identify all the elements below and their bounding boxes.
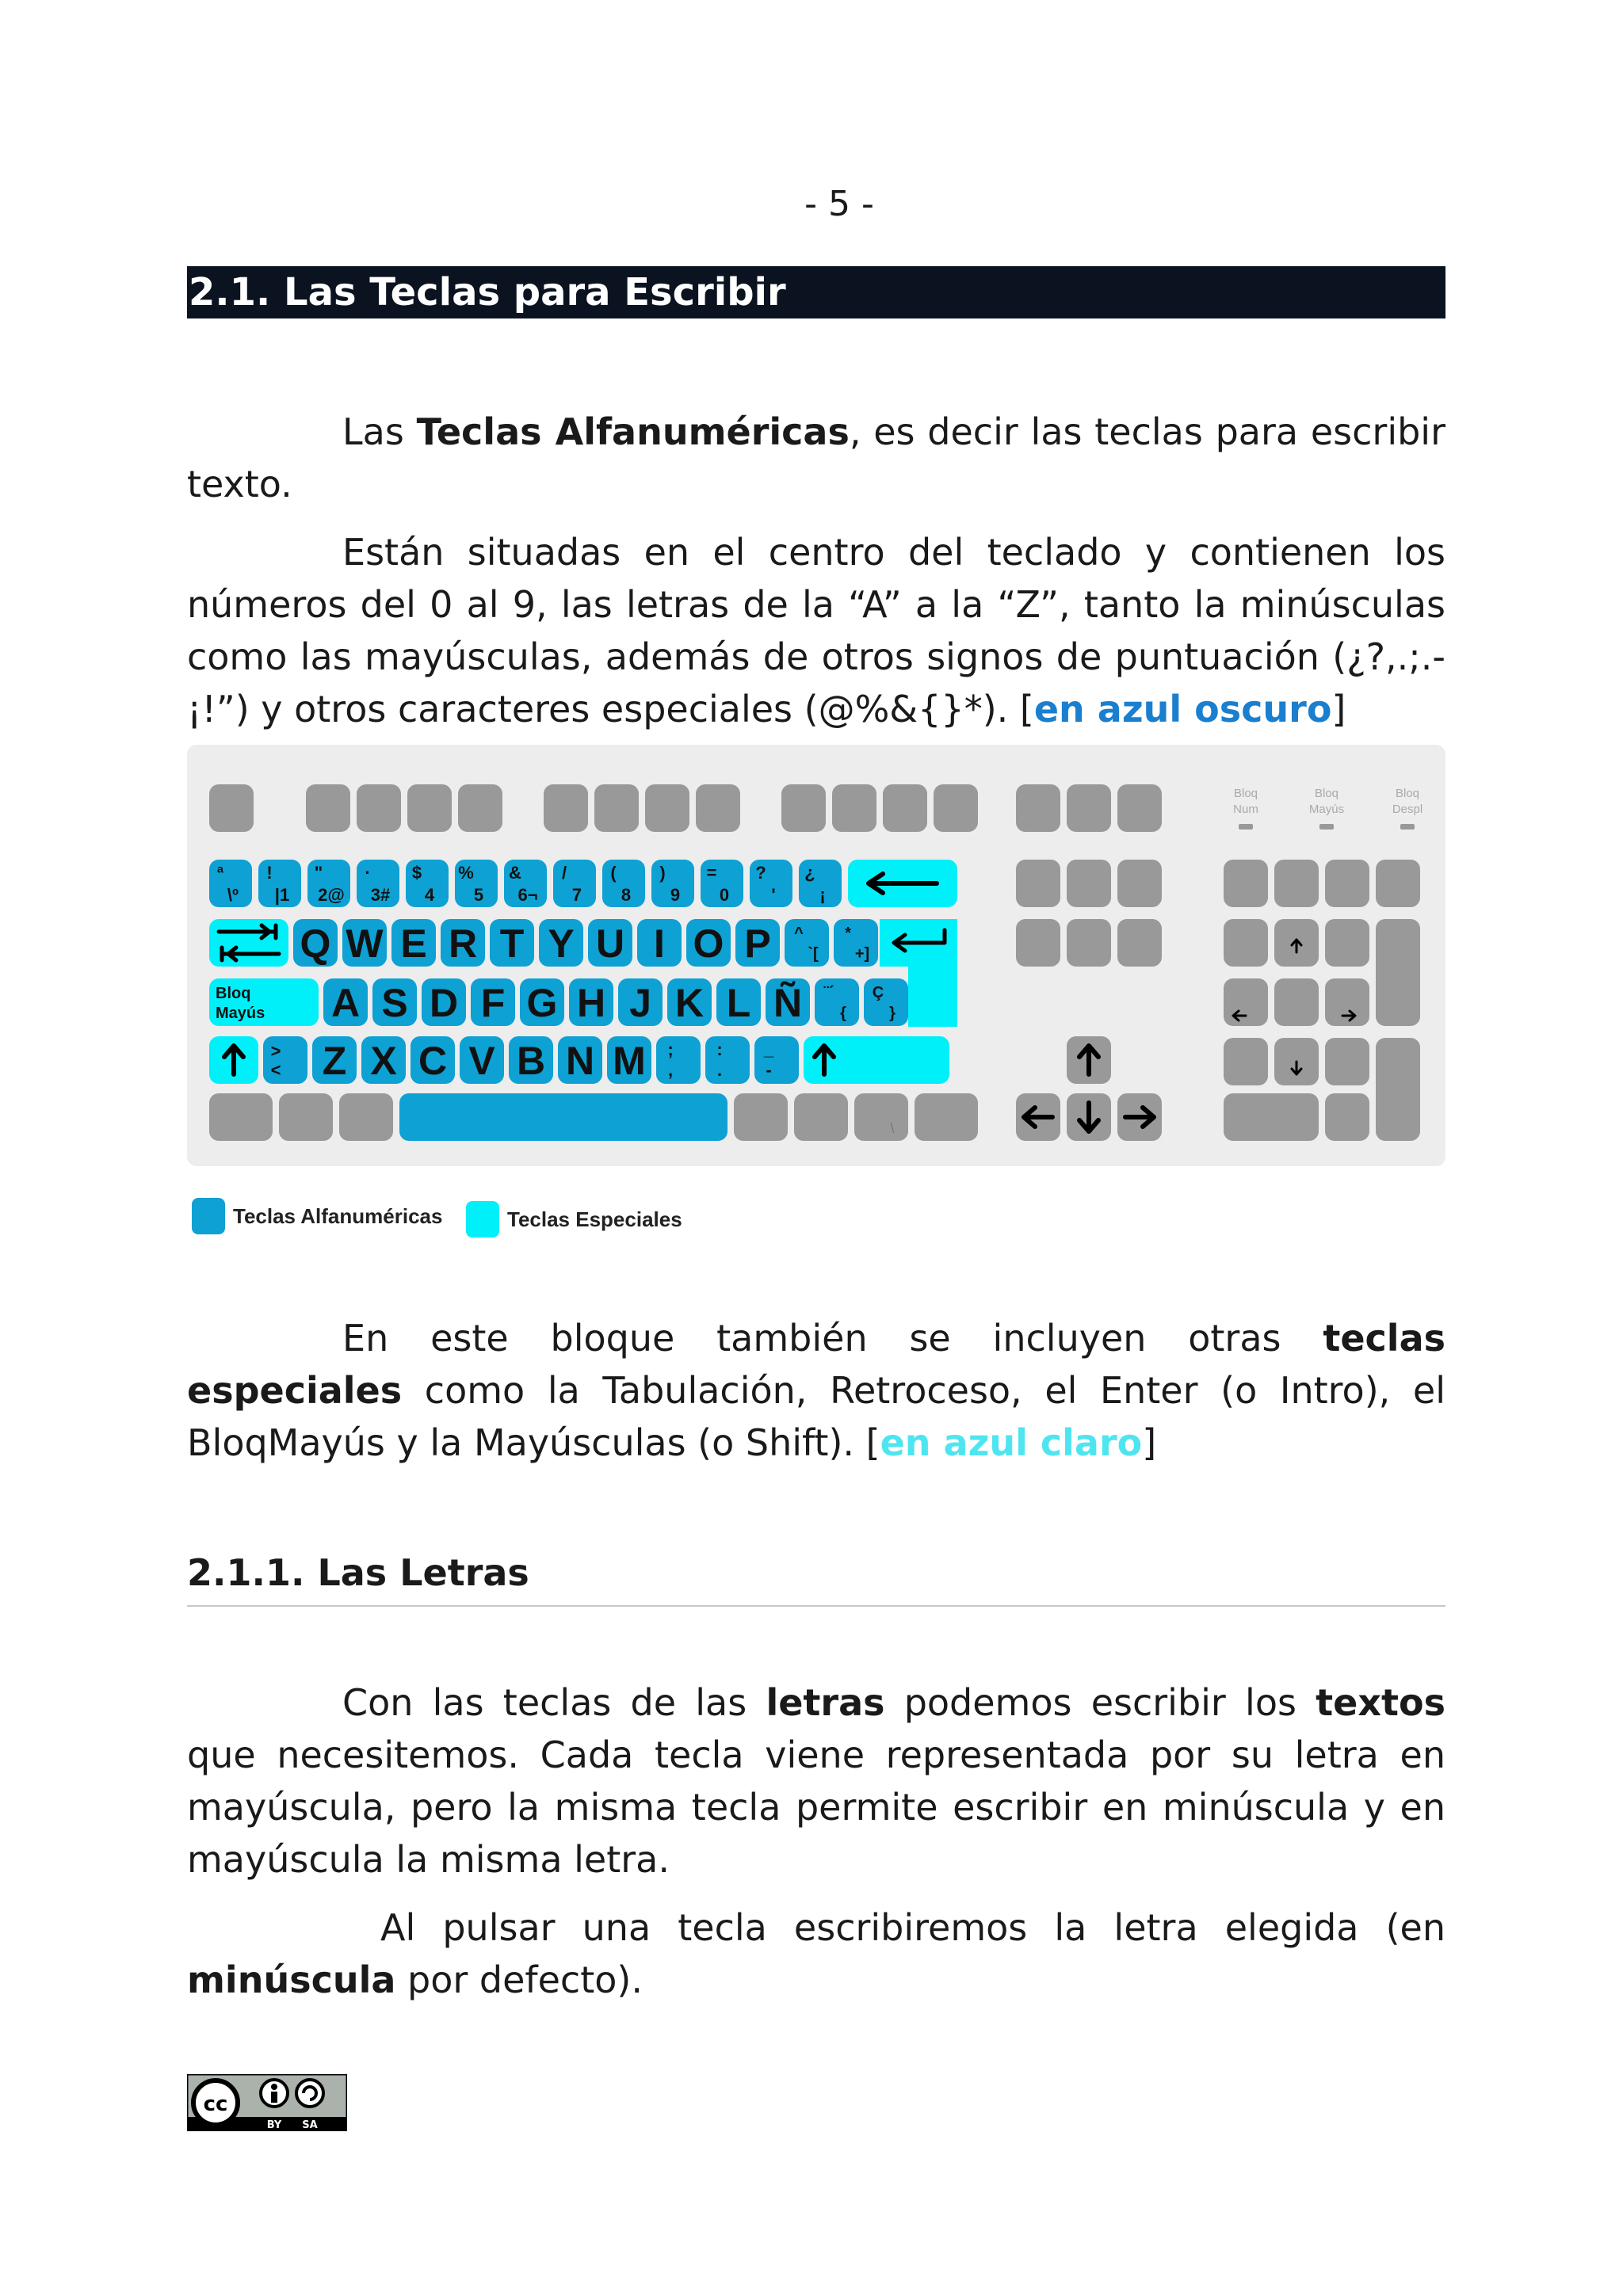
letter-label: S [381, 981, 408, 1025]
key-symbol: 0 [719, 885, 730, 905]
indicator-label: Bloq [1395, 787, 1420, 800]
letter-label: Ñ [773, 981, 803, 1025]
altgr-key [734, 1093, 788, 1141]
function-key [594, 784, 639, 832]
letter-label: Q [300, 921, 331, 966]
numpad-key [1274, 860, 1319, 907]
letter-label: V [468, 1039, 495, 1083]
letter-label: J [629, 981, 651, 1025]
letter-label: D [429, 981, 459, 1025]
legend-item-alnum [192, 1198, 442, 1234]
nav-key [1117, 860, 1162, 907]
menu-key [854, 1093, 908, 1141]
function-key [832, 784, 876, 832]
key-symbol: ? [755, 863, 766, 883]
indicator-light [1400, 824, 1415, 830]
system-key [1016, 784, 1060, 832]
numpad-decimal-key [1325, 1093, 1369, 1141]
key-symbol: ¨´ [823, 984, 834, 1001]
punct-key [815, 978, 859, 1026]
nav-key [1067, 860, 1111, 907]
function-key [458, 784, 502, 832]
key-symbol: ¿ [804, 863, 815, 883]
letter-label: O [693, 921, 724, 966]
numpad-key [1224, 1038, 1268, 1085]
key-symbol: Ç [872, 984, 884, 1001]
paragraph-intro: Las Teclas Alfanuméricas, es decir las teclas para escribir texto. [187, 410, 1445, 505]
numpad-key [1224, 978, 1268, 1026]
punct-key [705, 1036, 750, 1084]
letter-label: A [330, 981, 361, 1025]
alt-key [339, 1093, 393, 1141]
function-key [883, 784, 927, 832]
function-key [934, 784, 978, 832]
key-symbol: 4 [424, 885, 435, 905]
numpad-key [1325, 978, 1369, 1026]
numpad-key [1274, 978, 1319, 1026]
key-symbol: , [667, 1060, 674, 1080]
letter-label: P [744, 921, 771, 966]
page-number: - 5 - [804, 184, 874, 224]
numpad-key [1224, 919, 1268, 967]
key-symbol: _ [763, 1039, 774, 1059]
indicator-label: Bloq [1233, 787, 1258, 800]
key-symbol: 7 [571, 885, 582, 905]
legend-swatch-alnum [192, 1198, 225, 1234]
svg-text:BY: BY [266, 2119, 282, 2131]
key-symbol: $ [411, 863, 422, 883]
section-title: 2.1. Las Teclas para Escribir [187, 266, 1445, 318]
key-symbol: * [845, 925, 851, 942]
indicator-label: Num [1233, 803, 1258, 816]
letter-label: C [418, 1039, 448, 1083]
term-alphanumeric-keys: Teclas Alfanuméricas [416, 410, 850, 453]
light-blue-note: en azul claro [880, 1421, 1143, 1464]
key-symbol: \ [890, 1120, 895, 1136]
system-key [1067, 784, 1111, 832]
svg-text:SA: SA [302, 2119, 318, 2131]
key-symbol: = [706, 863, 717, 883]
legend [192, 1198, 984, 1245]
letter-label: X [370, 1039, 397, 1083]
nav-key [1067, 919, 1111, 967]
keyboard-diagram [187, 745, 1445, 1166]
key-symbol: % [458, 863, 474, 883]
space-bar [399, 1093, 727, 1141]
key-symbol: |1 [274, 885, 290, 905]
punct-key [656, 1036, 701, 1084]
letter-label: I [654, 921, 665, 966]
numpad-key [1325, 1038, 1369, 1085]
key-symbol: 6¬ [517, 885, 538, 905]
key-symbol: - [766, 1060, 772, 1080]
letter-label: K [674, 981, 705, 1025]
key-symbol: ¡ [819, 885, 826, 905]
function-key [306, 784, 350, 832]
letter-label: F [480, 981, 506, 1025]
key-symbol: ; [667, 1039, 674, 1059]
key-symbol: ' [771, 885, 776, 905]
punct-key [754, 1036, 799, 1084]
subsection-title: 2.1.1. Las Letras [187, 1551, 1445, 1607]
key-symbol: 2@ [318, 885, 345, 905]
letter-label: G [526, 981, 558, 1025]
nav-key [1117, 919, 1162, 967]
numpad-key [1224, 860, 1268, 907]
keyboard-svg [187, 745, 1445, 1166]
key-symbol: 3# [370, 885, 391, 905]
indicator-light [1319, 824, 1334, 830]
paragraph-special-keys: En este bloque también se incluyen otras teclas especiales como la Tabulación, Retroceso, el Enter (o Intro), el BloqMayús y la Mayúsculas (o Shift). [en azul claro] [187, 1317, 1445, 1464]
key-symbol: > [270, 1041, 281, 1061]
key-symbol: < [270, 1060, 281, 1080]
caps-label: Bloq [216, 985, 251, 1002]
key-symbol: +] [854, 945, 870, 963]
letter-label: T [499, 921, 525, 966]
nav-key [1016, 919, 1060, 967]
key-symbol: 5 [473, 885, 484, 905]
svg-text:cc: cc [203, 2092, 228, 2116]
key-symbol: { [840, 1005, 846, 1022]
caps-label: Mayús [216, 1005, 265, 1022]
indicator-label: Mayús [1308, 803, 1345, 816]
legend-swatch-special [466, 1201, 499, 1238]
paragraph-location: Están situadas en el centro del teclado y contienen los números del 0 al 9, las letras de la “A” a la “Z”, tanto la minúsculas como las mayúsculas, además de otros signos de puntuación (¿?,.;.-¡!”) y otros caracteres especiales (@%&{}*). [en azul oscuro] [187, 531, 1445, 730]
letter-label: L [726, 981, 751, 1025]
key-symbol: ( [610, 863, 617, 883]
key-symbol: " [314, 863, 323, 883]
legend-item-special [466, 1201, 682, 1238]
letter-label: Z [322, 1039, 347, 1083]
key-symbol: . [716, 1060, 723, 1080]
legend-label-special: Teclas Especiales [507, 1207, 682, 1231]
win-key [279, 1093, 333, 1141]
punct-key [785, 919, 829, 967]
key-symbol: & [509, 863, 521, 883]
sa-share-icon [296, 2080, 323, 2107]
key-symbol: `[ [808, 945, 819, 963]
key-symbol: ) [659, 863, 666, 883]
indicator-label: Despl [1392, 803, 1423, 816]
key-symbol: · [365, 863, 371, 883]
paragraph-press-key: Al pulsar una tecla escribiremos la letra elegida (en minúscula por defecto). [187, 1906, 1445, 2001]
cc-by-sa-badge [187, 2074, 347, 2131]
function-key [544, 784, 588, 832]
numpad-zero-key [1224, 1093, 1319, 1141]
key-symbol: 9 [670, 885, 681, 905]
letter-label: R [448, 921, 478, 966]
ctrl-key [915, 1093, 978, 1141]
key-symbol: ^ [794, 925, 804, 942]
function-key [407, 784, 452, 832]
key-symbol: / [561, 863, 567, 883]
function-key [781, 784, 826, 832]
license-icon [187, 2074, 347, 2131]
key-symbol: : [716, 1039, 723, 1059]
paragraph-letters: Con las teclas de las letras podemos escribir los textos que necesitemos. Cada tecla viene representada por su letra en mayúscula, pero la misma tecla permite escribir en minúscula y en mayúscula la misma letra. [187, 1681, 1445, 1881]
legend-label-alnum: Teclas Alfanuméricas [233, 1203, 443, 1228]
nav-key [1016, 860, 1060, 907]
key-symbol: 8 [621, 885, 632, 905]
indicator-light [1239, 824, 1253, 830]
function-key [696, 784, 740, 832]
punct-key [864, 978, 908, 1026]
win-key [794, 1093, 848, 1141]
term-special-keys: teclas especiales [187, 1317, 1445, 1412]
less-than-key [263, 1036, 307, 1084]
term-lowercase: minúscula [187, 1958, 396, 2001]
dark-blue-note: en azul oscuro [1033, 688, 1332, 730]
numpad-key [1325, 860, 1369, 907]
letter-label: M [613, 1039, 646, 1083]
letter-label: H [576, 981, 606, 1025]
key-symbol: ª [216, 863, 224, 883]
key-symbol: \º [227, 885, 239, 905]
key-symbol: ! [266, 863, 273, 883]
key-symbol: } [889, 1005, 896, 1022]
numpad-key [1325, 919, 1369, 967]
escape-key [209, 784, 254, 832]
function-key [357, 784, 401, 832]
numpad-plus-key [1376, 919, 1420, 1026]
numpad-enter-key [1376, 1038, 1420, 1141]
letter-label: B [516, 1039, 546, 1083]
letter-label: U [595, 921, 625, 966]
letter-label: W [346, 921, 384, 966]
letter-label: N [565, 1039, 595, 1083]
numpad-key [1376, 860, 1420, 907]
letter-label: Y [548, 921, 575, 966]
letter-label: E [400, 921, 427, 966]
function-key [645, 784, 689, 832]
system-key [1117, 784, 1162, 832]
ctrl-key [209, 1093, 273, 1141]
indicator-label: Bloq [1314, 787, 1339, 800]
